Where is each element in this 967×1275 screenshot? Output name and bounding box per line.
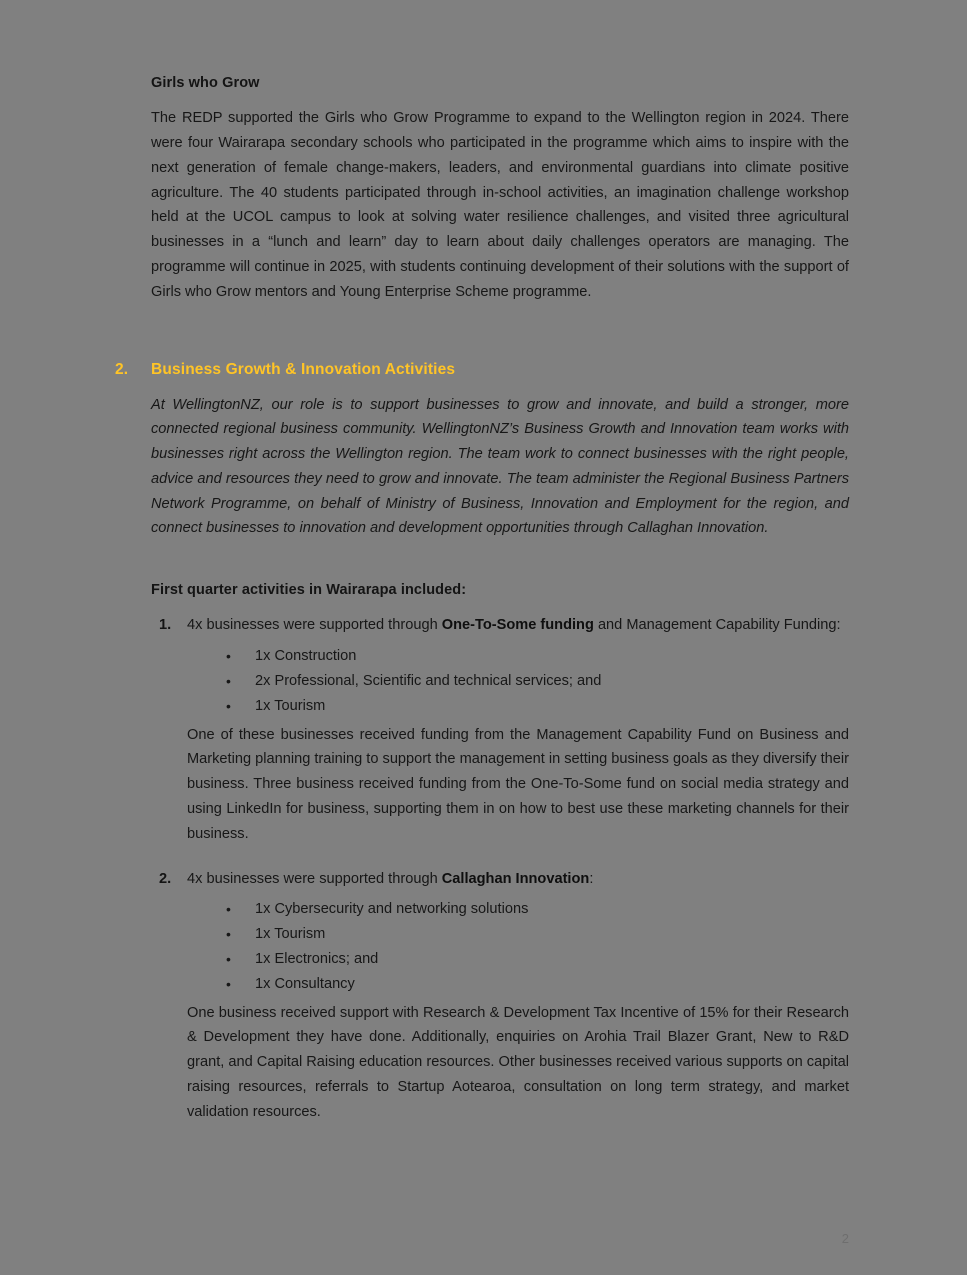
page-number: 2 xyxy=(841,1231,849,1246)
page-content xyxy=(115,74,849,1129)
section-two-title: Business Growth & Innovation Activities xyxy=(151,360,456,378)
list-item-text-before: 4x businesses were supported through xyxy=(187,617,442,634)
first-quarter-activities-heading: First quarter activities in Wairarapa included: xyxy=(151,582,467,599)
bullet-label: 1x Construction xyxy=(255,648,357,665)
list-item xyxy=(226,694,849,719)
sub-bullet-list xyxy=(187,644,849,718)
list-item xyxy=(226,644,849,669)
bullet-label: 1x Cybersecurity and networking solutions xyxy=(255,901,529,918)
bullet-icon: • xyxy=(226,950,231,967)
girls-who-grow-paragraph: The REDP supported the Girls who Grow Programme to expand to the Wellington region in 2024. There were four Wairarapa secondary schools who participated in the programme which aims to inspire with the next generation of female change-makers, leaders, and environmental guardians into climate positive agriculture. The 40 students participated through in-school activities, an imagination challenge workshop held at the UCOL campus to look at solving water resilience challenges, and visited three agricultural businesses in a “lunch and learn” day to learn about daily challenges operators are managing. The programme will continue in 2025, with students continuing development of their solutions with the support of Girls who Grow mentors and Young Enterprise Scheme programme. xyxy=(151,110,849,300)
list-item xyxy=(151,867,849,1125)
bullet-icon: • xyxy=(226,901,231,918)
section-two-heading xyxy=(115,361,849,379)
list-spacer xyxy=(151,851,849,867)
list-item xyxy=(151,613,849,846)
sub-bullet-list xyxy=(187,897,849,996)
list-item-bold-term: One-To-Some funding xyxy=(441,617,594,634)
paragraph-spacer xyxy=(151,551,849,581)
list-item xyxy=(226,972,849,997)
bullet-label: 1x Consultancy xyxy=(255,975,355,992)
list-item xyxy=(226,947,849,972)
list-item-text xyxy=(187,867,849,892)
list-item-bold-term: Callaghan Innovation xyxy=(441,870,590,887)
section-two-intro-paragraph: At WellingtonNZ, our role is to support businesses to grow and innovate, and build a stronger, more connected regional business community. WellingtonNZ’s Business Growth and Innovation team works with businesses right across the Wellington region. The team work to connect businesses with the right people, advice and resources they need to grow and innovate. The team administer the Regional Business Partners Network Programme, on behalf of Ministry of Business, Innovation and Employment for the region, and connect businesses to innovation and development opportunities through Callaghan Innovation. xyxy=(151,396,849,537)
activities-list xyxy=(151,613,849,1124)
list-item-text-after: and Management Capability Funding: xyxy=(593,617,841,634)
bullet-icon: • xyxy=(226,975,231,992)
bullet-label: 2x Professional, Scientific and technical services; and xyxy=(255,673,602,689)
list-item-marker: 2. xyxy=(159,870,172,887)
bullet-label: 1x Tourism xyxy=(255,697,326,714)
bullet-icon: • xyxy=(226,648,231,665)
section-spacer xyxy=(151,315,849,361)
list-item-trailing-paragraph: One of these businesses received funding from the Management Capability Fund on Business and Marketing planning training to support the management in setting business goals as they diversify their business. Three business received funding from the One-To-Some fund on social media strategy and using LinkedIn for business, supporting them in on how to best use these marketing channels for their business. xyxy=(187,726,849,842)
bullet-icon: • xyxy=(226,926,231,943)
bullet-label: 1x Tourism xyxy=(255,926,326,943)
section-two-number: 2. xyxy=(115,360,129,378)
bullet-icon: • xyxy=(226,697,231,714)
list-item-text-before: 4x businesses were supported through xyxy=(187,870,442,887)
bullet-label: 1x Electronics; and xyxy=(255,950,379,967)
list-item-text-after: : xyxy=(589,870,594,887)
list-item xyxy=(226,897,849,922)
list-item-marker: 1. xyxy=(159,617,172,634)
list-item xyxy=(226,922,849,947)
girls-who-grow-heading: Girls who Grow xyxy=(151,75,260,91)
list-item-trailing-paragraph: One business received support with Research & Development Tax Incentive of 15% for their Research & Development they have done. Additionally, enquiries on Arohia Trail Blazer Grant, New to R&D grant, and Capital Raising education resources. Other businesses received various supports on capital raising resources, referrals to Startup Aotearoa, consultation on long term strategy, and market validation resources. xyxy=(187,1004,849,1120)
bullet-icon: • xyxy=(226,673,231,689)
list-item-text xyxy=(187,613,849,638)
list-item xyxy=(226,669,849,694)
